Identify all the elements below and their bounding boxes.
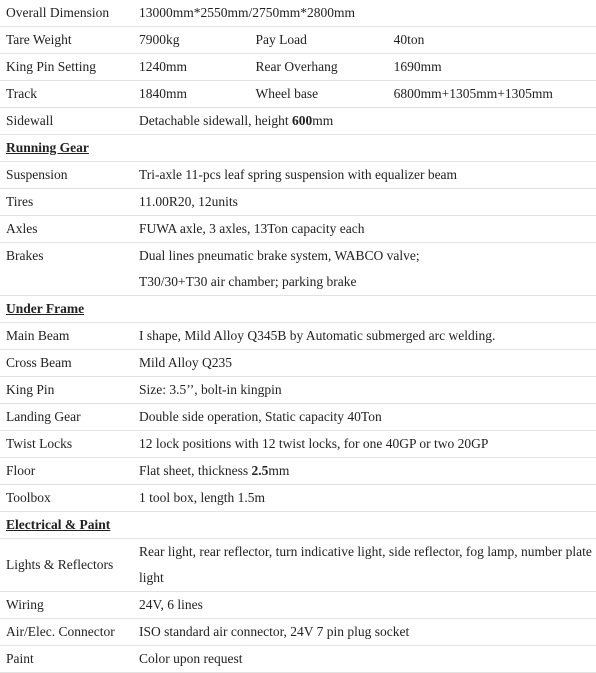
row-label: Overall Dimension (0, 0, 133, 27)
row-floor (0, 458, 596, 485)
row-value (133, 108, 596, 135)
row-suspension (0, 162, 596, 189)
row-value: Mild Alloy Q235 (133, 350, 596, 377)
row-value: Dual lines pneumatic brake system, WABCO valve; (139, 248, 420, 263)
row-value: 11.00R20, 12units (133, 189, 596, 216)
row-value-secondary: 6800mm+1305mm+1305mm (388, 81, 596, 108)
row-value (133, 458, 596, 485)
row-value: I shape, Mild Alloy Q345B by Automatic submerged arc welding. (133, 323, 596, 350)
row-value: T30/30+T30 air chamber; parking brake (133, 269, 596, 296)
row-air-elec-connector (0, 619, 596, 646)
row-wiring (0, 592, 596, 619)
row-label: Suspension (0, 162, 133, 189)
section-title: Under Frame (0, 296, 596, 323)
row-king-pin-setting (0, 54, 596, 81)
section-title: Running Gear (0, 135, 596, 162)
row-twist-locks (0, 431, 596, 458)
row-main-beam (0, 323, 596, 350)
row-label: Main Beam (0, 323, 133, 350)
value-unit: mm (312, 113, 334, 128)
row-label: Sidewall (0, 108, 133, 135)
row-value: 1240mm (133, 54, 250, 81)
row-value: 7900kg (133, 27, 250, 54)
row-label: Cross Beam (0, 350, 133, 377)
row-label: Lights & Reflectors (0, 539, 133, 592)
value-emphasis: 2.5 (251, 463, 269, 478)
row-label: Paint (0, 646, 133, 673)
row-value: ISO standard air connector, 24V 7 pin plug socket (133, 619, 596, 646)
row-value: Size: 3.5’’, bolt-in kingpin (133, 377, 596, 404)
row-value: 1840mm (133, 81, 250, 108)
row-lights-reflectors (0, 539, 596, 592)
row-label: Toolbox (0, 485, 133, 512)
row-value: 24V, 6 lines (133, 592, 596, 619)
row-value: FUWA axle, 3 axles, 13Ton capacity each (133, 216, 596, 243)
row-tires (0, 189, 596, 216)
row-tare-weight (0, 27, 596, 54)
row-value-secondary: 40ton (388, 27, 596, 54)
row-value: 1 tool box, length 1.5m (133, 485, 596, 512)
row-label: Brakes (6, 248, 44, 263)
section-title: Electrical & Paint (0, 512, 596, 539)
row-toolbox (0, 485, 596, 512)
row-brakes (0, 243, 596, 270)
row-value: Tri-axle 11-pcs leaf spring suspension with equalizer beam (133, 162, 596, 189)
row-label: Wiring (0, 592, 133, 619)
value-text: Flat sheet, thickness (139, 463, 252, 478)
row-brakes-continued (0, 269, 596, 296)
row-value: Color upon request (133, 646, 596, 673)
section-heading-under-frame (0, 296, 596, 323)
row-king-pin (0, 377, 596, 404)
row-label: Landing Gear (0, 404, 133, 431)
row-value: 13000mm*2550mm/2750mm*2800mm (133, 0, 596, 27)
row-paint (0, 646, 596, 673)
row-label-empty (0, 269, 133, 296)
row-label: Air/Elec. Connector (0, 619, 133, 646)
row-value: 12 lock positions with 12 twist locks, for one 40GP or two 20GP (133, 431, 596, 458)
row-label-secondary: Rear Overhang (250, 54, 388, 81)
value-emphasis: 600 (291, 113, 313, 128)
row-label-secondary: Wheel base (250, 81, 388, 108)
row-value: Double side operation, Static capacity 40Ton (133, 404, 596, 431)
row-value-secondary: 1690mm (388, 54, 596, 81)
section-heading-electrical-paint (0, 512, 596, 539)
row-label: Tires (0, 189, 133, 216)
row-label: Tare Weight (0, 27, 133, 54)
row-label: Floor (0, 458, 133, 485)
row-label: King Pin (0, 377, 133, 404)
row-label: Axles (0, 216, 133, 243)
row-overall-dimension (0, 0, 596, 27)
row-value: Rear light, rear reflector, turn indicative light, side reflector, fog lamp, number plate light (133, 539, 596, 592)
row-label: King Pin Setting (0, 54, 133, 81)
row-label: Track (0, 81, 133, 108)
row-landing-gear (0, 404, 596, 431)
row-track (0, 81, 596, 108)
row-label-secondary: Pay Load (250, 27, 388, 54)
row-sidewall (0, 108, 596, 135)
row-axles (0, 216, 596, 243)
section-heading-running-gear (0, 135, 596, 162)
value-unit: mm (268, 463, 290, 478)
value-text: Detachable sidewall, height (139, 113, 292, 128)
row-label: Twist Locks (0, 431, 133, 458)
row-cross-beam (0, 350, 596, 377)
